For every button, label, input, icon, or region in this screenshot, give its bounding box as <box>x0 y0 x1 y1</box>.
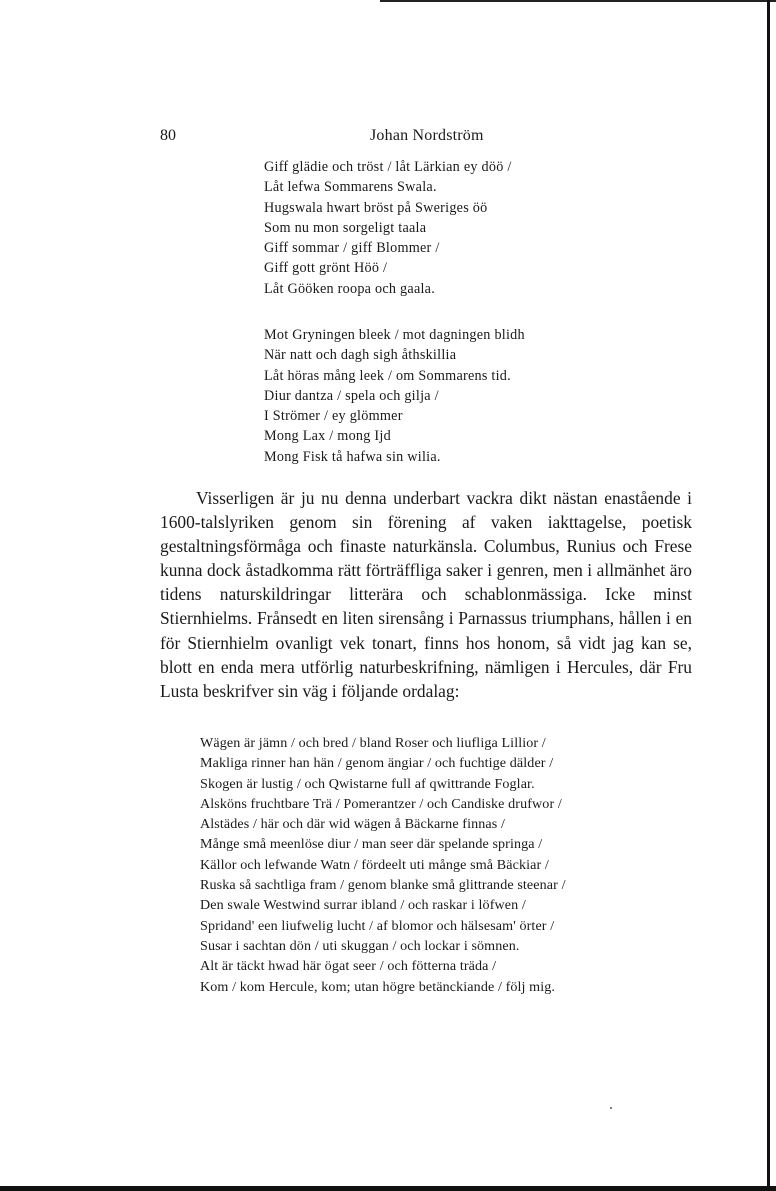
quote-line: Ruska så sachtliga fram / genom blanke små glittrande steenar / <box>200 877 566 894</box>
quote-line: Makliga rinner han hän / genom ängiar / och fuchtige dälder / <box>200 755 554 772</box>
scan-edge-bottom <box>0 1186 776 1191</box>
paragraph-text: Visserligen är ju nu denna underbart vackra dikt nästan enastående i 1600-talslyriken genom sin förening af vaken iakttagelse, poetisk gestaltningsförmåga och finaste naturkänsla. Columbus, Runius och Frese kunna dock åstadkomma rätt förträffliga saker i genren, men i allmänhet äro tidens naturskildringar litterära och schablonmässiga. Icke minst Stiernhielms. Frånsedt en liten sirensång i Parnassus triumphans, hållen i en för Stiernhielm ovanligt vek tonart, finns hos honom, så vidt jag kan se, blott en enda mera utförlig naturbeskrifning, nämligen i Hercules, där Fru Lusta beskrifver sin väg i följande ordalag: <box>160 488 692 701</box>
poem-line: Som nu mon sorgeligt taala <box>264 219 427 236</box>
poem-line: Mot Gryningen bleek / mot dagningen blidh <box>264 327 525 343</box>
quote-line: Susar i sachtan dön / uti skuggan / och lockar i sömnen. <box>200 937 520 954</box>
poem-line: Låt Gööken roopa och gaala. <box>264 280 436 297</box>
poem-line: I Strömer / ey glömmer <box>264 408 403 425</box>
quote-line: Månge små meenlöse diur / man seer där spelande springa / <box>200 836 543 853</box>
quote-line: Källor och lefwande Watn / fördeelt uti månge små Bäckiar / <box>200 856 549 873</box>
quote-line: Den swale Westwind surrar ibland / och raskar i löfwen / <box>200 897 526 914</box>
block-quote <box>200 733 566 997</box>
poem-line: Mong Fisk tå hafwa sin wilia. <box>264 448 441 465</box>
quote-line: Alt är täckt hwad här ögat seer / och fötterna träda / <box>200 958 497 975</box>
body-paragraph <box>160 486 692 703</box>
quote-line: Spridand' een liufwelig lucht / af blomor och hälsesam' örter / <box>200 917 555 934</box>
page-number: 80 <box>160 127 176 144</box>
running-head <box>160 127 700 149</box>
header-author: Johan Nordström <box>370 127 484 144</box>
poem-line: Diur dantza / spela och gilja / <box>264 387 439 404</box>
quote-line: Alsköns fruchtbare Trä / Pomerantzer / och Candiske drufwor / <box>200 795 562 812</box>
poem-line: Hugswala hwart bröst på Sweriges öö <box>264 199 488 216</box>
poem-line: Giff gott grönt Höö / <box>264 260 388 277</box>
poem-line: Giff sommar / giff Blommer / <box>264 240 440 257</box>
poem-stanza-2 <box>264 325 525 467</box>
poem-line: När natt och dagh sigh åthskillia <box>264 347 457 364</box>
poem-line: Låt lefwa Sommarens Swala. <box>264 179 437 196</box>
poem-stanza-1 <box>264 157 512 299</box>
quote-line: Wägen är jämn / och bred / bland Roser och liufliga Lillior / <box>200 735 546 751</box>
scan-speck <box>610 1107 612 1109</box>
quote-line: Skogen är lustig / och Qwistarne full af qwittrande Foglar. <box>200 775 535 792</box>
scan-edge-top <box>380 0 776 2</box>
poem-line: Låt höras mång leek / om Sommarens tid. <box>264 367 511 384</box>
poem-line: Mong Lax / mong Ijd <box>264 428 391 445</box>
poem-line: Giff glädie och tröst / låt Lärkian ey döö / <box>264 159 512 175</box>
quote-line: Alstädes / här och där wid wägen å Bäckarne finnas / <box>200 816 505 833</box>
scan-edge-right <box>767 0 770 1191</box>
quote-line: Kom / kom Hercule, kom; utan högre betänckiande / följ mig. <box>200 978 556 995</box>
